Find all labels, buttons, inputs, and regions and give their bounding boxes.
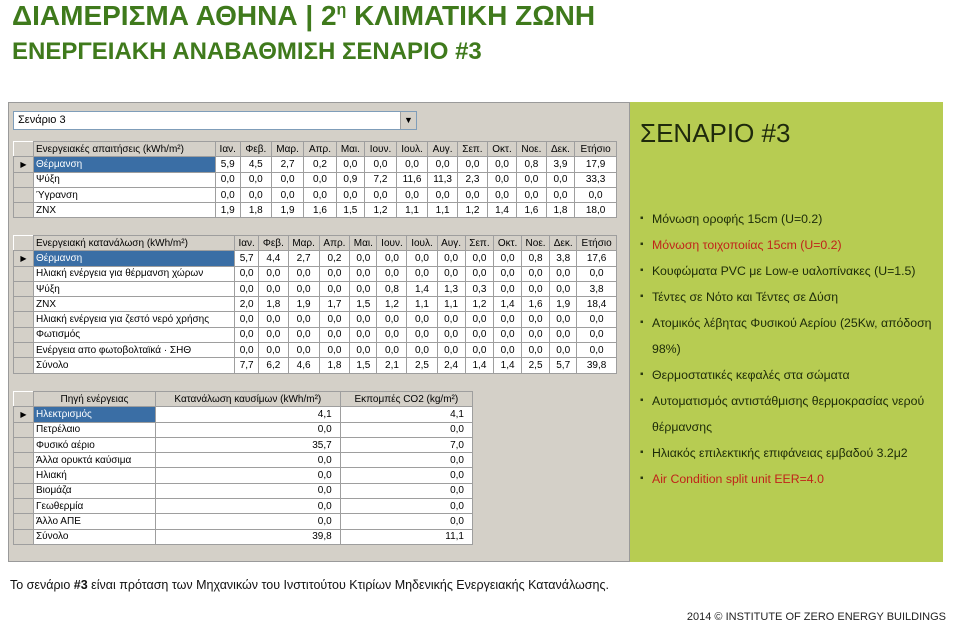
table-cell: 0,0 xyxy=(437,251,465,266)
table-cell: 0,0 xyxy=(350,266,377,281)
row-label: Βιομάζα xyxy=(34,483,156,498)
table-cell: 0,0 xyxy=(215,187,240,202)
table-row[interactable] xyxy=(14,499,473,514)
row-selector[interactable] xyxy=(14,203,34,218)
table-cell: 0,0 xyxy=(350,251,377,266)
consumption-cell: 0,0 xyxy=(155,499,340,514)
table-cell: 0,0 xyxy=(487,157,516,172)
consumption-cell: 4,1 xyxy=(155,407,340,422)
row-label: Άλλο ΑΠΕ xyxy=(34,514,156,529)
table-cell: 0,0 xyxy=(546,172,574,187)
table-cell: 0,0 xyxy=(235,266,259,281)
table-cell: 0,0 xyxy=(577,312,617,327)
consumption-cell: 0,0 xyxy=(155,453,340,468)
table-cell: 0,0 xyxy=(465,266,494,281)
software-screenshot xyxy=(8,102,630,562)
demands-table xyxy=(13,141,617,218)
table-cell: 1,4 xyxy=(487,203,516,218)
table-cell: 1,3 xyxy=(437,281,465,296)
measure-item: ▪ Μόνωση τοιχοποιίας 15cm (U=0.2) xyxy=(640,232,936,258)
row-label: Φυσικό αέριο xyxy=(34,437,156,452)
table-cell: 0,0 xyxy=(550,281,577,296)
table-row[interactable] xyxy=(14,297,617,312)
table-cell: 17,6 xyxy=(577,251,617,266)
table-cell: 1,4 xyxy=(465,358,494,373)
month-header: Μαρ. xyxy=(271,142,304,157)
measure-item: ▪ Αυτοματισμός αντιστάθμισης θερμοκρασίας νερού θέρμανσης xyxy=(640,388,936,440)
table-cell: 0,0 xyxy=(487,187,516,202)
table-cell: 1,1 xyxy=(437,297,465,312)
month-header: Ιαν. xyxy=(235,236,259,251)
table-cell: 0,0 xyxy=(319,327,350,342)
co2-cell: 0,0 xyxy=(340,468,472,483)
table-cell: 7,7 xyxy=(235,358,259,373)
table-cell: 1,4 xyxy=(494,358,522,373)
column-header: Κατανάλωση καυσίμων (kWh/m²) xyxy=(155,392,340,407)
table-cell: 0,0 xyxy=(546,187,574,202)
table-cell: 0,0 xyxy=(319,343,350,358)
month-header: Ετήσιο xyxy=(577,236,617,251)
table-cell: 0,0 xyxy=(235,343,259,358)
month-header: Ιουλ. xyxy=(396,142,428,157)
table-row[interactable] xyxy=(14,203,617,218)
month-header: Σεπ. xyxy=(457,142,487,157)
table-cell: 1,9 xyxy=(550,297,577,312)
scenario-select[interactable] xyxy=(13,111,417,130)
table-cell: 0,0 xyxy=(350,343,377,358)
table-cell: 0,0 xyxy=(271,187,304,202)
table-cell: 2,5 xyxy=(407,358,437,373)
month-header: Φεβ. xyxy=(240,142,271,157)
consumption-cell: 0,0 xyxy=(155,514,340,529)
table-cell: 0,0 xyxy=(577,266,617,281)
co2-cell: 4,1 xyxy=(340,407,472,422)
copyright-footer: 2014 © INSTITUTE OF ZERO ENERGY BUILDINGS xyxy=(686,611,946,623)
month-header: Νοε. xyxy=(517,142,547,157)
co2-cell: 0,0 xyxy=(340,453,472,468)
table-row[interactable] xyxy=(14,281,617,296)
table-cell: 0,0 xyxy=(259,327,288,342)
table-cell: 0,0 xyxy=(235,281,259,296)
row-label: Ενέργεια απο φωτοβολταϊκά · ΣΗΘ xyxy=(34,343,235,358)
table-cell: 0,0 xyxy=(494,281,522,296)
table-cell: 0,0 xyxy=(350,312,377,327)
table-cell: 0,8 xyxy=(517,157,547,172)
table-cell: 0,0 xyxy=(240,187,271,202)
row-selector[interactable] xyxy=(14,281,34,296)
month-header: Μαρ. xyxy=(288,236,319,251)
table-cell: 0,0 xyxy=(465,251,494,266)
table-cell: 0,0 xyxy=(288,312,319,327)
row-selector[interactable] xyxy=(14,453,34,468)
table-cell: 0,3 xyxy=(465,281,494,296)
month-header: Ιαν. xyxy=(215,142,240,157)
row-label: Ύγρανση xyxy=(34,187,216,202)
row-label: Ψύξη xyxy=(34,172,216,187)
table-cell: 0,0 xyxy=(304,187,336,202)
table-cell: 0,0 xyxy=(288,281,319,296)
table-cell: 0,0 xyxy=(350,327,377,342)
table-cell: 0,0 xyxy=(350,281,377,296)
month-header: Απρ. xyxy=(304,142,336,157)
scenario-title: ΣΕΝΑΡΙΟ #3 xyxy=(640,118,791,148)
row-label: Ηλιακή xyxy=(34,468,156,483)
table-cell: 0,0 xyxy=(288,343,319,358)
table-cell: 1,8 xyxy=(319,358,350,373)
table-cell: 0,0 xyxy=(407,266,437,281)
consumption-cell: 0,0 xyxy=(155,422,340,437)
table-cell: 0,0 xyxy=(494,251,522,266)
table-cell: 0,8 xyxy=(377,281,407,296)
table-cell: 0,0 xyxy=(494,343,522,358)
table-cell: 0,9 xyxy=(336,172,365,187)
row-label: Θέρμανση xyxy=(34,251,235,266)
co2-cell: 0,0 xyxy=(340,483,472,498)
table-cell: 0,0 xyxy=(319,281,350,296)
table-cell: 1,9 xyxy=(271,203,304,218)
row-selector[interactable] xyxy=(14,172,34,187)
table-cell: 0,0 xyxy=(288,266,319,281)
chevron-down-icon[interactable]: ▼ xyxy=(400,112,416,129)
measure-item: ▪ Air Condition split unit EER=4.0 xyxy=(640,466,936,492)
table-cell: 0,0 xyxy=(487,172,516,187)
table-cell: 0,0 xyxy=(377,266,407,281)
row-selector[interactable]: ▶ xyxy=(14,251,34,266)
scenario-panel xyxy=(630,102,943,562)
table-cell: 0,0 xyxy=(336,187,365,202)
table-cell: 0,0 xyxy=(271,172,304,187)
table-cell: 0,0 xyxy=(407,251,437,266)
table-cell: 0,0 xyxy=(577,327,617,342)
table-cell: 5,9 xyxy=(215,157,240,172)
table-cell: 2,0 xyxy=(235,297,259,312)
table-cell: 0,0 xyxy=(377,343,407,358)
table-cell: 18,4 xyxy=(577,297,617,312)
scenario-select-value: Σενάριο 3 xyxy=(18,114,66,126)
measure-item: ▪ Ηλιακός επιλεκτικής επιφάνειας εμβαδού 3.2μ2 xyxy=(640,440,936,466)
table-cell: 1,5 xyxy=(336,203,365,218)
row-selector[interactable]: ▶ xyxy=(14,407,34,422)
table-cell: 0,0 xyxy=(550,343,577,358)
table-row[interactable] xyxy=(14,343,617,358)
table-cell: 0,0 xyxy=(457,157,487,172)
consumption-cell: 0,0 xyxy=(155,468,340,483)
column-header: Ενεργειακή κατανάλωση (kWh/m²) xyxy=(34,236,235,251)
row-label: ZNX xyxy=(34,203,216,218)
table-cell: 0,0 xyxy=(521,266,549,281)
table-cell: 33,3 xyxy=(575,172,617,187)
table-cell: 0,0 xyxy=(288,327,319,342)
row-selector-header xyxy=(14,392,34,407)
table-cell: 0,0 xyxy=(365,157,397,172)
table-cell: 4,6 xyxy=(288,358,319,373)
table-cell: 0,0 xyxy=(457,187,487,202)
row-selector[interactable] xyxy=(14,483,34,498)
table-row[interactable] xyxy=(14,187,617,202)
table-row[interactable] xyxy=(14,266,617,281)
table-cell: 1,2 xyxy=(465,297,494,312)
table-cell: 2,7 xyxy=(288,251,319,266)
table-cell: 0,0 xyxy=(437,343,465,358)
month-header: Φεβ. xyxy=(259,236,288,251)
table-cell: 0,0 xyxy=(517,187,547,202)
table-cell: 1,6 xyxy=(304,203,336,218)
row-label: Άλλα ορυκτά καύσιμα xyxy=(34,453,156,468)
table-cell: 1,7 xyxy=(319,297,350,312)
co2-cell: 0,0 xyxy=(340,422,472,437)
table-row[interactable] xyxy=(14,312,617,327)
scenario-note: Το σενάριο #3 είναι πρόταση των Μηχανικών του Ινστιτούτου Κτιρίων Μηδενικής Ενεργειακής Κατανάλωσης. xyxy=(10,578,609,592)
table-cell: 0,0 xyxy=(259,281,288,296)
row-selector[interactable] xyxy=(14,312,34,327)
table-row[interactable] xyxy=(14,407,473,422)
table-cell: 0,0 xyxy=(494,312,522,327)
table-cell: 18,0 xyxy=(575,203,617,218)
table-cell: 0,0 xyxy=(215,172,240,187)
co2-cell: 7,0 xyxy=(340,437,472,452)
co2-cell: 0,0 xyxy=(340,499,472,514)
measure-item: ▪ Τέντες σε Νότο και Τέντες σε Δύση xyxy=(640,284,936,310)
row-selector-header xyxy=(14,142,34,157)
table-cell: 0,0 xyxy=(575,187,617,202)
table-cell: 1,6 xyxy=(521,297,549,312)
table-cell: 0,0 xyxy=(550,266,577,281)
table-cell: 7,2 xyxy=(365,172,397,187)
measures-list xyxy=(640,206,936,492)
month-header: Μαι. xyxy=(336,142,365,157)
row-selector[interactable] xyxy=(14,327,34,342)
table-cell: 0,0 xyxy=(396,157,428,172)
table-cell: 0,0 xyxy=(407,312,437,327)
table-cell: 4,5 xyxy=(240,157,271,172)
table-row[interactable] xyxy=(14,157,617,172)
table-cell: 0,0 xyxy=(259,266,288,281)
table-row[interactable] xyxy=(14,529,473,544)
table-cell: 0,2 xyxy=(319,251,350,266)
row-selector[interactable] xyxy=(14,514,34,529)
table-cell: 2,1 xyxy=(377,358,407,373)
row-label: Φωτισμός xyxy=(34,327,235,342)
energy-sources-table xyxy=(13,391,473,545)
table-row[interactable] xyxy=(14,358,617,373)
table-cell: 0,0 xyxy=(437,266,465,281)
row-label: Σύνολο xyxy=(34,529,156,544)
measure-item: ▪ Ατομικός λέβητας Φυσικού Αερίου (25Kw, απόδοση 98%) xyxy=(640,310,936,362)
month-header: Ετήσιο xyxy=(575,142,617,157)
row-selector[interactable]: ▶ xyxy=(14,157,34,172)
table-cell: 0,0 xyxy=(428,157,458,172)
row-selector[interactable] xyxy=(14,187,34,202)
month-header: Μαι. xyxy=(350,236,377,251)
table-cell: 0,0 xyxy=(235,312,259,327)
row-selector[interactable] xyxy=(14,297,34,312)
table-cell: 3,8 xyxy=(550,251,577,266)
table-row[interactable] xyxy=(14,327,617,342)
table-cell: 0,0 xyxy=(465,327,494,342)
table-cell: 0,0 xyxy=(259,343,288,358)
month-header: Ιουν. xyxy=(377,236,407,251)
table-cell: 1,9 xyxy=(288,297,319,312)
table-cell: 0,0 xyxy=(465,312,494,327)
co2-cell: 0,0 xyxy=(340,514,472,529)
month-header: Δεκ. xyxy=(550,236,577,251)
table-cell: 0,0 xyxy=(377,312,407,327)
table-cell: 17,9 xyxy=(575,157,617,172)
table-cell: 5,7 xyxy=(550,358,577,373)
table-cell: 0,0 xyxy=(407,343,437,358)
table-row[interactable] xyxy=(14,251,617,266)
table-cell: 0,0 xyxy=(259,312,288,327)
month-header: Απρ. xyxy=(319,236,350,251)
table-cell: 4,4 xyxy=(259,251,288,266)
column-header: Εκπομπές CO2 (kg/m²) xyxy=(340,392,472,407)
table-cell: 0,0 xyxy=(521,343,549,358)
table-cell: 39,8 xyxy=(577,358,617,373)
row-label: Ηλεκτρισμός xyxy=(34,407,156,422)
table-cell: 0,0 xyxy=(377,327,407,342)
consumption-table xyxy=(13,235,617,374)
table-cell: 2,7 xyxy=(271,157,304,172)
table-cell: 1,1 xyxy=(396,203,428,218)
table-cell: 0,0 xyxy=(235,327,259,342)
row-selector[interactable] xyxy=(14,499,34,514)
table-cell: 0,0 xyxy=(396,187,428,202)
table-row[interactable] xyxy=(14,172,617,187)
month-header: Αυγ. xyxy=(437,236,465,251)
row-label: Πετρέλαιο xyxy=(34,422,156,437)
co2-cell: 11,1 xyxy=(340,529,472,544)
table-cell: 0,0 xyxy=(550,312,577,327)
table-row[interactable] xyxy=(14,483,473,498)
table-cell: 0,0 xyxy=(437,312,465,327)
table-cell: 0,0 xyxy=(577,343,617,358)
table-row[interactable] xyxy=(14,468,473,483)
row-label: Ηλιακή ενέργεια για θέρμανση χώρων xyxy=(34,266,235,281)
table-cell: 0,0 xyxy=(319,312,350,327)
row-selector[interactable] xyxy=(14,468,34,483)
row-label: ZNX xyxy=(34,297,235,312)
month-header: Οκτ. xyxy=(494,236,522,251)
month-header: Ιουλ. xyxy=(407,236,437,251)
table-row[interactable] xyxy=(14,437,473,452)
table-cell: 1,8 xyxy=(546,203,574,218)
table-cell: 11,6 xyxy=(396,172,428,187)
row-label: Γεωθερμία xyxy=(34,499,156,514)
month-header: Αυγ. xyxy=(428,142,458,157)
table-row[interactable] xyxy=(14,422,473,437)
table-cell: 1,8 xyxy=(240,203,271,218)
table-cell: 1,1 xyxy=(428,203,458,218)
month-header: Οκτ. xyxy=(487,142,516,157)
table-cell: 6,2 xyxy=(259,358,288,373)
table-cell: 0,0 xyxy=(517,172,547,187)
table-cell: 3,8 xyxy=(577,281,617,296)
table-cell: 0,0 xyxy=(521,327,549,342)
table-cell: 0,0 xyxy=(494,327,522,342)
table-cell: 1,9 xyxy=(215,203,240,218)
table-cell: 0,0 xyxy=(494,266,522,281)
table-cell: 2,4 xyxy=(437,358,465,373)
table-cell: 0,0 xyxy=(377,251,407,266)
table-cell: 3,9 xyxy=(546,157,574,172)
row-selector-header xyxy=(14,236,34,251)
measure-item: ▪ Κουφώματα PVC με Low-e υαλοπίνακες (U=1.5) xyxy=(640,258,936,284)
row-label: Ψύξη xyxy=(34,281,235,296)
row-selector[interactable] xyxy=(14,437,34,452)
row-selector[interactable] xyxy=(14,529,34,544)
measure-item: ▪ Θερμοστατικές κεφαλές στα σώματα xyxy=(640,362,936,388)
table-cell: 1,8 xyxy=(259,297,288,312)
table-cell: 1,4 xyxy=(494,297,522,312)
table-cell: 0,0 xyxy=(550,327,577,342)
table-cell: 0,8 xyxy=(521,251,549,266)
month-header: Νοε. xyxy=(521,236,549,251)
table-cell: 11,3 xyxy=(428,172,458,187)
table-cell: 1,2 xyxy=(377,297,407,312)
page-subtitle: ΕΝΕΡΓΕΙΑΚΗ ΑΝΑΒΑΘΜΙΣΗ ΣΕΝΑΡΙΟ #3 xyxy=(12,38,482,65)
table-cell: 0,0 xyxy=(365,187,397,202)
table-cell: 0,0 xyxy=(428,187,458,202)
table-cell: 1,1 xyxy=(407,297,437,312)
table-cell: 0,0 xyxy=(336,157,365,172)
table-row[interactable] xyxy=(14,453,473,468)
month-header: Σεπ. xyxy=(465,236,494,251)
table-cell: 1,5 xyxy=(350,358,377,373)
row-selector[interactable] xyxy=(14,266,34,281)
table-cell: 0,0 xyxy=(521,312,549,327)
table-cell: 1,5 xyxy=(350,297,377,312)
row-selector[interactable] xyxy=(14,343,34,358)
table-cell: 0,2 xyxy=(304,157,336,172)
month-header: Ιουν. xyxy=(365,142,397,157)
table-cell: 0,0 xyxy=(407,327,437,342)
table-cell: 1,4 xyxy=(407,281,437,296)
measure-item: ▪ Μόνωση οροφής 15cm (U=0.2) xyxy=(640,206,936,232)
column-header: Ενεργειακές απαιτήσεις (kWh/m²) xyxy=(34,142,216,157)
table-cell: 2,3 xyxy=(457,172,487,187)
table-cell: 5,7 xyxy=(235,251,259,266)
table-cell: 0,0 xyxy=(240,172,271,187)
consumption-cell: 35,7 xyxy=(155,437,340,452)
table-row[interactable] xyxy=(14,514,473,529)
table-cell: 1,2 xyxy=(365,203,397,218)
consumption-cell: 0,0 xyxy=(155,483,340,498)
row-label: Ηλιακή ενέργεια για ζεστό νερό χρήσης xyxy=(34,312,235,327)
row-label: Σύνολο xyxy=(34,358,235,373)
table-cell: 1,6 xyxy=(517,203,547,218)
page-title: ΔΙΑΜΕΡΙΣΜΑ ΑΘΗΝΑ | $2^\eta$ ΚΛΙΜΑΤΙΚΗ ΖΩΝΗ xyxy=(12,0,596,31)
month-header: Δεκ. xyxy=(546,142,574,157)
table-cell: 0,0 xyxy=(437,327,465,342)
table-cell: 0,0 xyxy=(304,172,336,187)
table-cell: 2,5 xyxy=(521,358,549,373)
row-selector[interactable] xyxy=(14,422,34,437)
table-cell: 0,0 xyxy=(319,266,350,281)
table-cell: 0,0 xyxy=(521,281,549,296)
row-selector[interactable] xyxy=(14,358,34,373)
table-cell: 1,2 xyxy=(457,203,487,218)
column-header: Πηγή ενέργειας xyxy=(34,392,156,407)
table-cell: 0,0 xyxy=(465,343,494,358)
row-label: Θέρμανση xyxy=(34,157,216,172)
consumption-cell: 39,8 xyxy=(155,529,340,544)
